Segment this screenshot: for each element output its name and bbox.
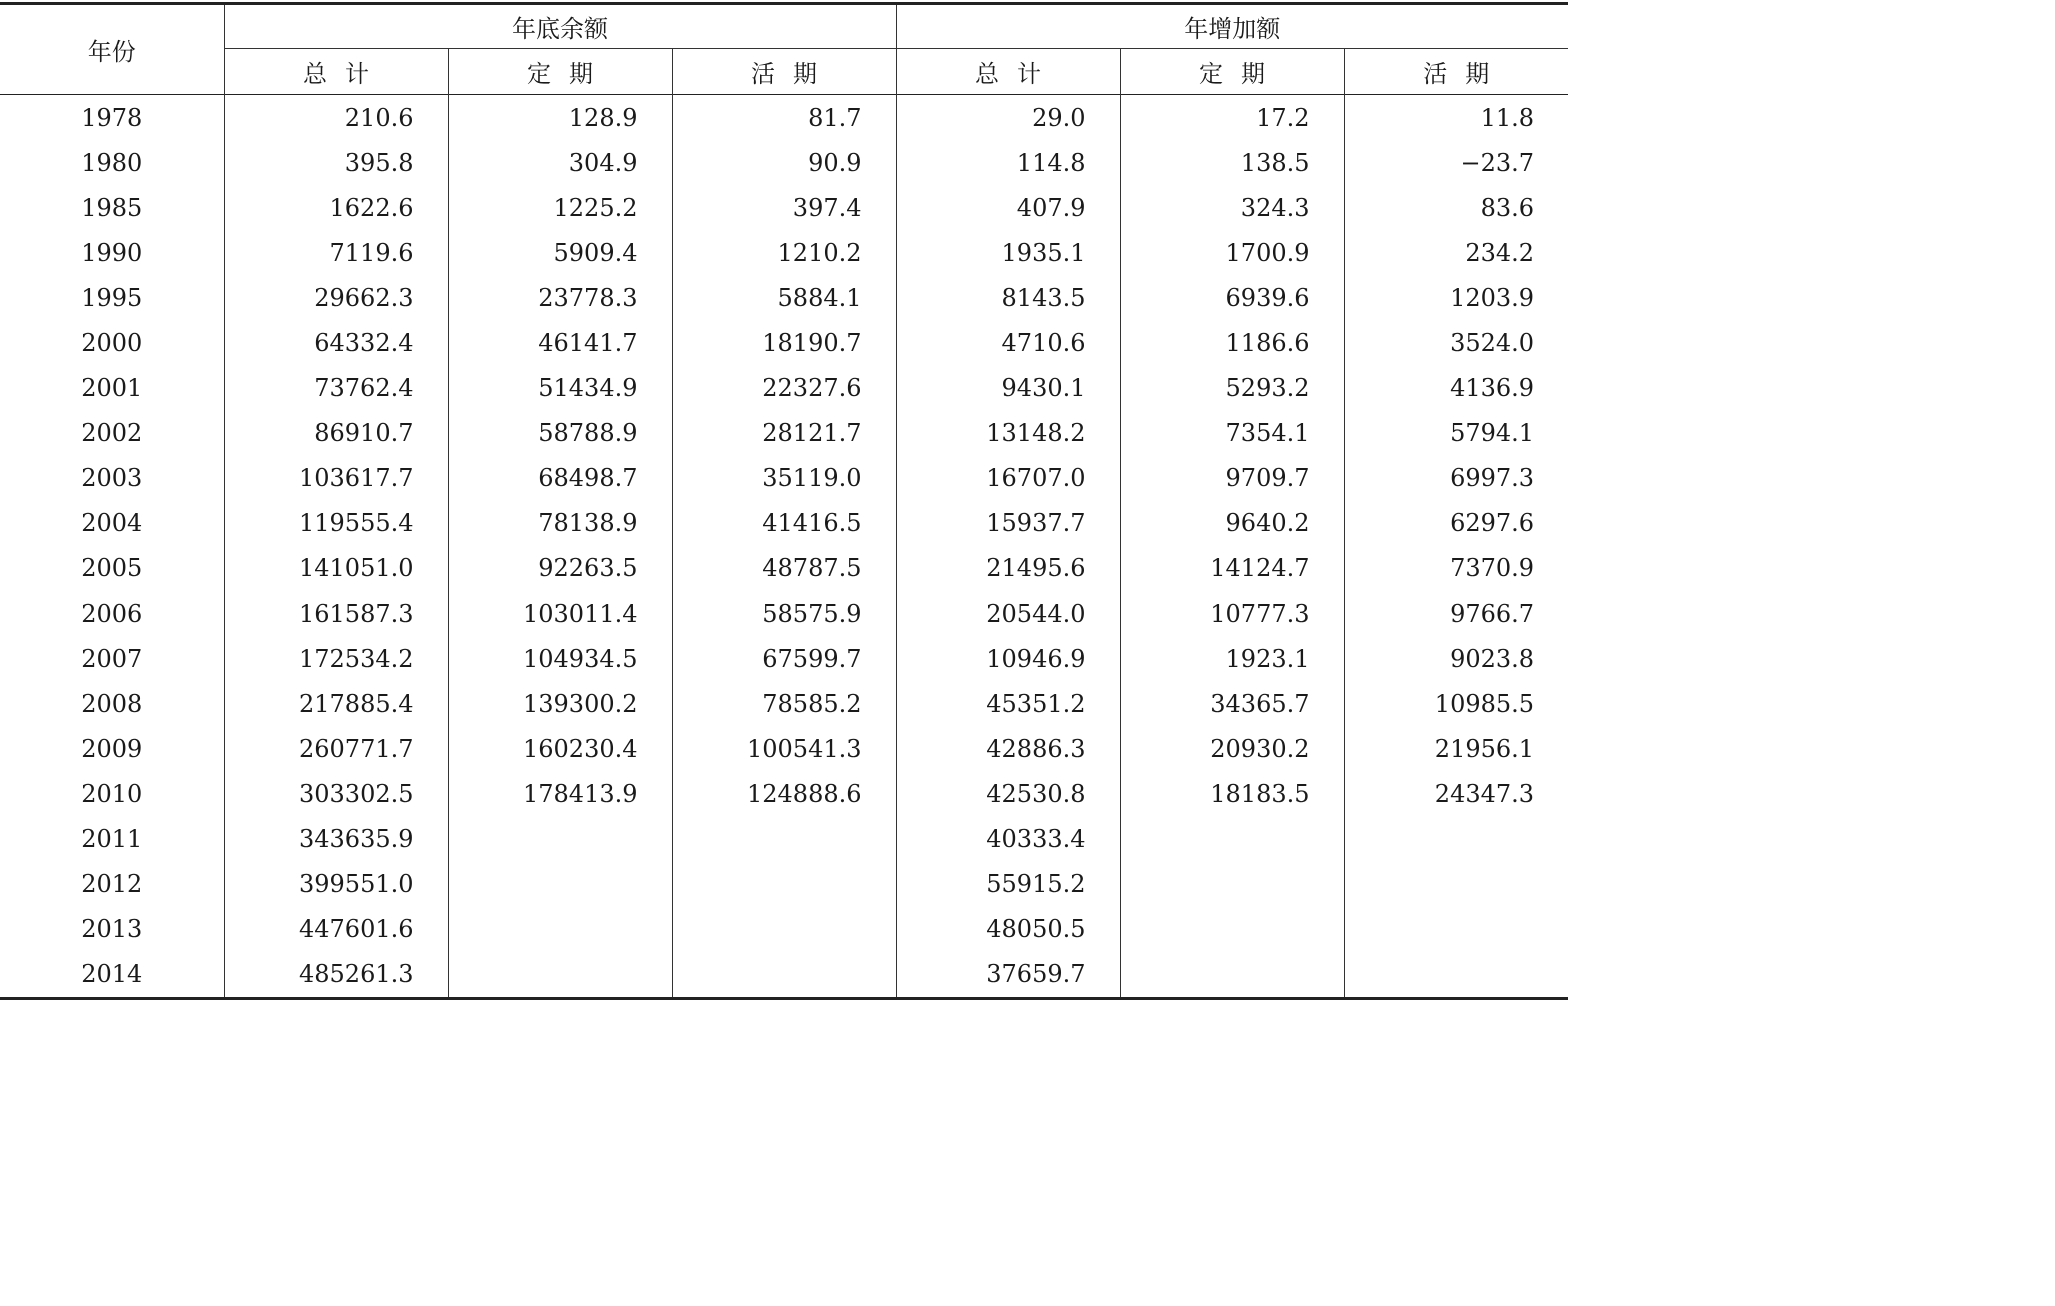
year-cell: 2004 (81, 509, 143, 538)
year-cell: 2001 (81, 374, 143, 403)
increase-total-cell: 45351.2 (896, 681, 1120, 726)
balance-demand-cell: 35119.0 (672, 456, 896, 501)
header-row-subcolumns (0, 49, 1568, 95)
year-cell: 2013 (81, 915, 143, 944)
year-cell: 1985 (81, 193, 143, 222)
balance-total-cell: 73762.4 (224, 366, 448, 411)
table-row (0, 591, 1568, 636)
increase-total-cell: 4710.6 (896, 320, 1120, 365)
balance-demand-cell: 58575.9 (672, 591, 896, 636)
balance-fixed-cell (448, 907, 672, 952)
year-cell: 2003 (81, 464, 143, 493)
increase-demand-cell: 10985.5 (1344, 681, 1568, 726)
increase-demand-cell: 7370.9 (1344, 546, 1568, 591)
table-row (0, 95, 1568, 141)
balance-total-cell: 119555.4 (224, 501, 448, 546)
year-cell: 2005 (81, 554, 143, 583)
increase-demand-cell: 11.8 (1344, 95, 1568, 141)
balance-demand-cell: 100541.3 (672, 726, 896, 771)
savings-deposit-table (0, 2, 1568, 1000)
increase-fixed-cell: 6939.6 (1120, 275, 1344, 320)
increase-demand-cell (1344, 952, 1568, 999)
increase-total-header: 总计 (896, 49, 1120, 95)
increase-demand-cell: −23.7 (1344, 140, 1568, 185)
increase-demand-cell: 6997.3 (1344, 456, 1568, 501)
increase-fixed-cell: 10777.3 (1120, 591, 1344, 636)
balance-fixed-cell: 1225.2 (448, 185, 672, 230)
balance-fixed-cell: 68498.7 (448, 456, 672, 501)
balance-total-cell: 447601.6 (224, 907, 448, 952)
balance-fixed-cell: 58788.9 (448, 411, 672, 456)
balance-total-cell: 217885.4 (224, 681, 448, 726)
balance-fixed-cell: 78138.9 (448, 501, 672, 546)
increase-demand-cell: 83.6 (1344, 185, 1568, 230)
balance-demand-cell: 28121.7 (672, 411, 896, 456)
year-cell: 1990 (81, 238, 143, 267)
increase-demand-cell: 1203.9 (1344, 275, 1568, 320)
increase-total-cell: 1935.1 (896, 230, 1120, 275)
increase-fixed-cell: 20930.2 (1120, 726, 1344, 771)
table-row (0, 907, 1568, 952)
balance-total-cell: 103617.7 (224, 456, 448, 501)
increase-fixed-cell: 34365.7 (1120, 681, 1344, 726)
table-row (0, 771, 1568, 816)
year-cell: 1978 (81, 103, 143, 132)
increase-fixed-cell: 138.5 (1120, 140, 1344, 185)
year-cell: 2000 (81, 329, 143, 358)
year-column-header: 年份 (87, 38, 136, 66)
balance-demand-cell (672, 862, 896, 907)
increase-fixed-cell: 7354.1 (1120, 411, 1344, 456)
table-header (0, 4, 1568, 95)
balance-total-cell: 86910.7 (224, 411, 448, 456)
balance-demand-cell: 5884.1 (672, 275, 896, 320)
increase-total-cell: 48050.5 (896, 907, 1120, 952)
year-cell: 2006 (81, 599, 143, 628)
balance-fixed-cell: 304.9 (448, 140, 672, 185)
table-row (0, 681, 1568, 726)
year-cell: 2010 (81, 779, 143, 808)
balance-demand-cell: 90.9 (672, 140, 896, 185)
balance-fixed-cell: 139300.2 (448, 681, 672, 726)
table-row (0, 636, 1568, 681)
balance-demand-cell: 397.4 (672, 185, 896, 230)
balance-total-cell: 29662.3 (224, 275, 448, 320)
balance-fixed-header: 定期 (448, 49, 672, 95)
header-row-groups (0, 4, 1568, 49)
increase-fixed-cell: 5293.2 (1120, 366, 1344, 411)
increase-total-cell: 42530.8 (896, 771, 1120, 816)
increase-demand-cell: 4136.9 (1344, 366, 1568, 411)
balance-total-cell: 395.8 (224, 140, 448, 185)
table-row (0, 817, 1568, 862)
increase-total-cell: 114.8 (896, 140, 1120, 185)
increase-demand-cell (1344, 817, 1568, 862)
increase-total-cell: 16707.0 (896, 456, 1120, 501)
balance-total-cell: 1622.6 (224, 185, 448, 230)
year-cell: 2007 (81, 644, 143, 673)
increase-total-cell: 42886.3 (896, 726, 1120, 771)
table-row (0, 230, 1568, 275)
table-row (0, 456, 1568, 501)
balance-fixed-cell: 5909.4 (448, 230, 672, 275)
balance-total-cell: 64332.4 (224, 320, 448, 365)
table-row (0, 185, 1568, 230)
balance-fixed-cell: 104934.5 (448, 636, 672, 681)
table-row (0, 320, 1568, 365)
table-row (0, 862, 1568, 907)
increase-total-cell: 20544.0 (896, 591, 1120, 636)
increase-fixed-cell: 17.2 (1120, 95, 1344, 141)
year-cell: 2009 (81, 734, 143, 763)
table-row (0, 411, 1568, 456)
increase-demand-cell: 9766.7 (1344, 591, 1568, 636)
balance-total-cell: 260771.7 (224, 726, 448, 771)
balance-demand-cell: 78585.2 (672, 681, 896, 726)
year-cell: 2014 (81, 960, 143, 989)
year-cell: 1995 (81, 283, 143, 312)
increase-total-cell: 13148.2 (896, 411, 1120, 456)
increase-total-cell: 9430.1 (896, 366, 1120, 411)
increase-fixed-cell: 9709.7 (1120, 456, 1344, 501)
year-cell: 2002 (81, 419, 143, 448)
balance-fixed-cell (448, 952, 672, 999)
table-row (0, 140, 1568, 185)
increase-fixed-cell: 1186.6 (1120, 320, 1344, 365)
increase-total-cell: 407.9 (896, 185, 1120, 230)
increase-group-header: 年增加额 (896, 4, 1568, 49)
balance-total-cell: 303302.5 (224, 771, 448, 816)
increase-total-cell: 29.0 (896, 95, 1120, 141)
balance-total-cell: 141051.0 (224, 546, 448, 591)
table-row (0, 501, 1568, 546)
increase-fixed-header: 定期 (1120, 49, 1344, 95)
increase-fixed-cell: 324.3 (1120, 185, 1344, 230)
balance-fixed-cell: 23778.3 (448, 275, 672, 320)
balance-total-cell: 210.6 (224, 95, 448, 141)
balance-total-cell: 172534.2 (224, 636, 448, 681)
balance-demand-cell: 124888.6 (672, 771, 896, 816)
increase-fixed-cell (1120, 817, 1344, 862)
balance-demand-cell: 1210.2 (672, 230, 896, 275)
balance-demand-cell: 81.7 (672, 95, 896, 141)
balance-demand-cell: 48787.5 (672, 546, 896, 591)
balance-fixed-cell: 160230.4 (448, 726, 672, 771)
increase-total-cell: 40333.4 (896, 817, 1120, 862)
balance-demand-cell (672, 907, 896, 952)
increase-fixed-cell: 18183.5 (1120, 771, 1344, 816)
balance-fixed-cell: 46141.7 (448, 320, 672, 365)
table-row (0, 366, 1568, 411)
table-row (0, 546, 1568, 591)
balance-fixed-cell: 103011.4 (448, 591, 672, 636)
increase-fixed-cell: 14124.7 (1120, 546, 1344, 591)
year-cell: 1980 (81, 148, 143, 177)
balance-total-cell: 343635.9 (224, 817, 448, 862)
balance-demand-cell (672, 817, 896, 862)
balance-fixed-cell: 51434.9 (448, 366, 672, 411)
balance-group-header: 年底余额 (224, 4, 896, 49)
year-cell: 2012 (81, 870, 143, 899)
table-row (0, 952, 1568, 999)
balance-fixed-cell (448, 862, 672, 907)
increase-demand-cell (1344, 907, 1568, 952)
increase-fixed-cell: 1700.9 (1120, 230, 1344, 275)
increase-fixed-cell: 9640.2 (1120, 501, 1344, 546)
increase-fixed-cell (1120, 862, 1344, 907)
increase-fixed-cell: 1923.1 (1120, 636, 1344, 681)
balance-demand-cell: 41416.5 (672, 501, 896, 546)
year-cell: 2011 (81, 825, 143, 854)
increase-demand-cell: 24347.3 (1344, 771, 1568, 816)
increase-demand-cell: 234.2 (1344, 230, 1568, 275)
increase-fixed-cell (1120, 952, 1344, 999)
balance-demand-header: 活期 (672, 49, 896, 95)
increase-demand-cell: 5794.1 (1344, 411, 1568, 456)
increase-demand-cell: 9023.8 (1344, 636, 1568, 681)
balance-demand-cell: 22327.6 (672, 366, 896, 411)
balance-demand-cell: 67599.7 (672, 636, 896, 681)
increase-demand-cell: 3524.0 (1344, 320, 1568, 365)
increase-demand-cell (1344, 862, 1568, 907)
increase-total-cell: 8143.5 (896, 275, 1120, 320)
balance-fixed-cell: 178413.9 (448, 771, 672, 816)
table-row (0, 726, 1568, 771)
balance-total-cell: 7119.6 (224, 230, 448, 275)
increase-total-cell: 15937.7 (896, 501, 1120, 546)
table-row (0, 275, 1568, 320)
balance-total-cell: 399551.0 (224, 862, 448, 907)
balance-demand-cell: 18190.7 (672, 320, 896, 365)
balance-fixed-cell: 128.9 (448, 95, 672, 141)
increase-total-cell: 21495.6 (896, 546, 1120, 591)
increase-total-cell: 10946.9 (896, 636, 1120, 681)
increase-demand-header: 活期 (1344, 49, 1568, 95)
increase-demand-cell: 21956.1 (1344, 726, 1568, 771)
table-body (0, 95, 1568, 999)
balance-demand-cell (672, 952, 896, 999)
balance-total-cell: 485261.3 (224, 952, 448, 999)
balance-total-cell: 161587.3 (224, 591, 448, 636)
increase-total-cell: 55915.2 (896, 862, 1120, 907)
year-cell: 2008 (81, 689, 143, 718)
increase-fixed-cell (1120, 907, 1344, 952)
increase-total-cell: 37659.7 (896, 952, 1120, 999)
increase-demand-cell: 6297.6 (1344, 501, 1568, 546)
balance-fixed-cell: 92263.5 (448, 546, 672, 591)
balance-total-header: 总计 (224, 49, 448, 95)
balance-fixed-cell (448, 817, 672, 862)
